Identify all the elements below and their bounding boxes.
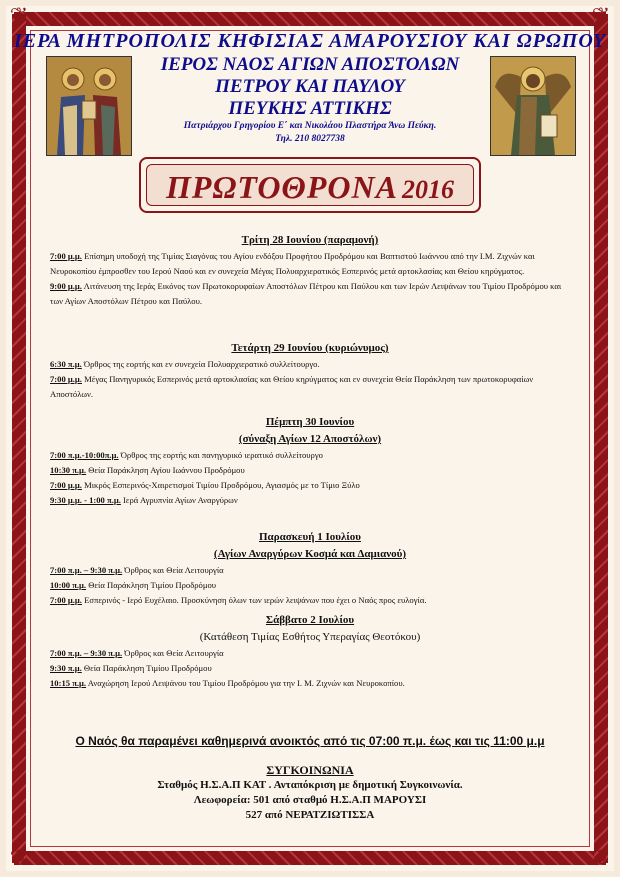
- day-section: [50, 529, 570, 608]
- schedule-text: Όρθρος της εορτής και πανηγυρικό ιερατικό συλλείτουργο: [118, 450, 323, 460]
- schedule-time: 7:00 π.μ. – 9:30 π.μ.: [50, 648, 123, 658]
- schedule-time: 9:30 π.μ.: [50, 663, 82, 673]
- day-section: [50, 232, 570, 309]
- transport-line: 527 από ΝΕΡΑΤΖΙΩΤΙΣΣΑ: [245, 809, 375, 821]
- schedule-time: 10:30 π.μ.: [50, 465, 87, 475]
- day-heading: Πέμπτη 30 Ιουνίου: [265, 416, 355, 428]
- metropolis-title: ΙΕΡΑ ΜΗΤΡΟΠΟΛΙΣ ΚΗΦΙΣΙΑΣ ΑΜΑΡΟΥΣΙΟΥ ΚΑΙ ΩΡΩΠΟΥ: [14, 30, 606, 52]
- schedule-time: 10:00 π.μ.: [50, 580, 87, 590]
- church-title-line: ΠΕΤΡΟΥ ΚΑΙ ΠΑΥΛΟΥ: [215, 76, 405, 97]
- schedule-text: Θεία Παράκληση Αγίου Ιωάννου Προδρόμου: [86, 465, 245, 475]
- icon-apostles-peter-paul: [46, 56, 132, 156]
- schedule-time: 6:30 π.μ.: [50, 359, 82, 369]
- schedule-time: 7:00 μ.μ.: [50, 374, 82, 384]
- day-section: [50, 340, 570, 402]
- schedule-text: Θεία Παράκληση Τιμίου Προδρόμου: [81, 663, 212, 673]
- church-title-line: ΠΕΥΚΗΣ ΑΤΤΙΚΗΣ: [228, 98, 392, 119]
- schedule-item: [50, 249, 570, 279]
- day-heading: Τρίτη 28 Ιουνίου (παραμονή): [241, 234, 379, 246]
- church-title-line: ΙΕΡΟΣ ΝΑΟΣ ΑΓΙΩΝ ΑΠΟΣΤΟΛΩΝ: [160, 54, 460, 75]
- schedule-text: Εσπερινός - Ιερό Ευχέλαιο. Προσκύνηση όλων των ιερών λειψάνων που έχει ο Ναός προς ευλογία.: [81, 595, 427, 605]
- schedule-item: [50, 448, 570, 463]
- schedule-item: [50, 463, 570, 478]
- schedule-item: [50, 563, 570, 578]
- fleur-ornament-icon: ❦: [591, 846, 611, 871]
- schedule-time: 7:00 μ.μ.: [50, 251, 82, 261]
- schedule-text: Ιερά Αγρυπνία Αγίων Αναργύρων: [120, 495, 238, 505]
- address-text: Πατριάρχου Γρηγορίου Ε΄ και Νικολάου Πλαστήρα Άνω Πεύκη.: [183, 121, 437, 131]
- schedule-item: [50, 646, 570, 661]
- schedule-text: Λιτάνευση της Ιεράς Εικόνος των Πρωτοκορυφαίων Αποστόλων Πέτρου και Παύλου και των Ιερών Λειψάνων του Τιμίου Προδρόμου και των Αγίων Αποστόλων Πέτρου και Παύλου.: [50, 281, 562, 306]
- schedule-item: [50, 661, 570, 676]
- opening-hours-notice: Ο Ναός θα παραμένει καθημερινά ανοικτός από τις 07:00 π.μ. έως και τις 11:00 μ.μ: [75, 734, 545, 748]
- schedule-text: Θεία Παράκληση Τιμίου Προδρόμου: [86, 580, 217, 590]
- schedule-item: [50, 279, 570, 309]
- day-section: [50, 612, 570, 691]
- schedule-time: 9:30 μ.μ. - 1:00 π.μ.: [50, 495, 121, 505]
- day-heading: Παρασκευή 1 Ιουλίου: [259, 531, 361, 543]
- title-banner: [139, 157, 481, 213]
- fleur-ornament-icon: ❦: [9, 4, 29, 29]
- schedule-item: [50, 578, 570, 593]
- day-subheading: (Αγίων Αναργύρων Κοσμά και Δαμιανού): [213, 548, 407, 560]
- event-title: ΠΡΩΤΟΘΡΟΝΑ: [166, 169, 398, 205]
- day-subheading: (Κατάθεση Τιμίας Εσθήτος Υπεραγίας Θεοτόκου): [199, 631, 421, 643]
- transport-heading: ΣΥΓΚΟΙΝΩΝΙΑ: [266, 763, 354, 777]
- transport-line: Λεωφορεία: 501 από σταθμό Η.Σ.Α.Π ΜΑΡΟΥΣΙ: [193, 794, 427, 806]
- border-band-top: [14, 12, 606, 26]
- schedule-item: [50, 357, 570, 372]
- schedule-time: 7:00 μ.μ.: [50, 595, 82, 605]
- schedule-item: [50, 478, 570, 493]
- schedule-text: Μέγας Πανηγυρικός Εσπερινός μετά αρτοκλασίας και Θείου κηρύγματος και εν συνεχεία Θεία Παράκληση των πρωτοκορυφαίων Αποστόλων.: [50, 374, 534, 399]
- event-year: 2016: [401, 175, 454, 204]
- schedule-text: Όρθρος της εορτής και εν συνεχεία Πολυαρχιερατικό συλλείτουργο.: [81, 359, 320, 369]
- icon-john-baptist: [490, 56, 576, 156]
- day-heading: Τετάρτη 29 Ιουνίου (κυριώνυμος): [231, 342, 389, 354]
- schedule-time: 7:00 μ.μ.: [50, 480, 82, 490]
- schedule-text: Μικρός Εσπερινός-Χαιρετισμοί Τιμίου Προδρόμου, Αγιασμός με το Τίμιο Ξύλο: [81, 480, 360, 490]
- transport-section: [0, 763, 620, 823]
- schedule-text: Αναχώρηση Ιερού Λειψάνου του Τιμίου Προδρόμου για την Ι. Μ. Ζιχνών και Νευροκοπίου.: [86, 678, 405, 688]
- schedule-text: Όρθρος και Θεία Λειτουργία: [122, 565, 224, 575]
- day-subheading: (σύναξη Αγίων 12 Αποστόλων): [238, 433, 382, 445]
- title-banner-inner: [146, 164, 474, 206]
- schedule-item: [50, 493, 570, 508]
- schedule-time: 10:15 π.μ.: [50, 678, 87, 688]
- fleur-ornament-icon: ❦: [9, 846, 29, 871]
- schedule-item: [50, 372, 570, 402]
- schedule-time: 7:00 π.μ. – 9:30 π.μ.: [50, 565, 123, 575]
- border-band-bottom: [14, 851, 606, 865]
- schedule-text: Επίσημη υποδοχή της Τιμίας Σιαγόνας του Αγίου ενδόξου Προφήτου Προδρόμου και Βαπτιστού Ιωάννου από την Ι.Μ. Ζιχνών και Νευροκοπίου έμπροσθεν του Ιερού Ναού και εν συνεχεία Μέγας Πολυαρχιερατικός Εσπερινός μετά αρτοκλασίας και Θείου κηρύγματος.: [50, 251, 535, 276]
- day-heading: Σάββατο 2 Ιουλίου: [265, 614, 355, 626]
- fleur-ornament-icon: ❦: [591, 4, 611, 29]
- schedule-item: [50, 676, 570, 691]
- schedule-time: 7:00 π.μ.-10:00π.μ.: [50, 450, 119, 460]
- schedule-item: [50, 593, 570, 608]
- phone-text: Τηλ. 210 8027738: [275, 134, 345, 144]
- schedule-text: Όρθρος και Θεία Λειτουργία: [122, 648, 224, 658]
- day-section: [50, 414, 570, 508]
- schedule-time: 9:00 μ.μ.: [50, 281, 82, 291]
- transport-line: Σταθμός Η.Σ.Α.Π ΚΑΤ . Ανταπόκριση με δημοτική Συγκοινωνία.: [157, 779, 463, 791]
